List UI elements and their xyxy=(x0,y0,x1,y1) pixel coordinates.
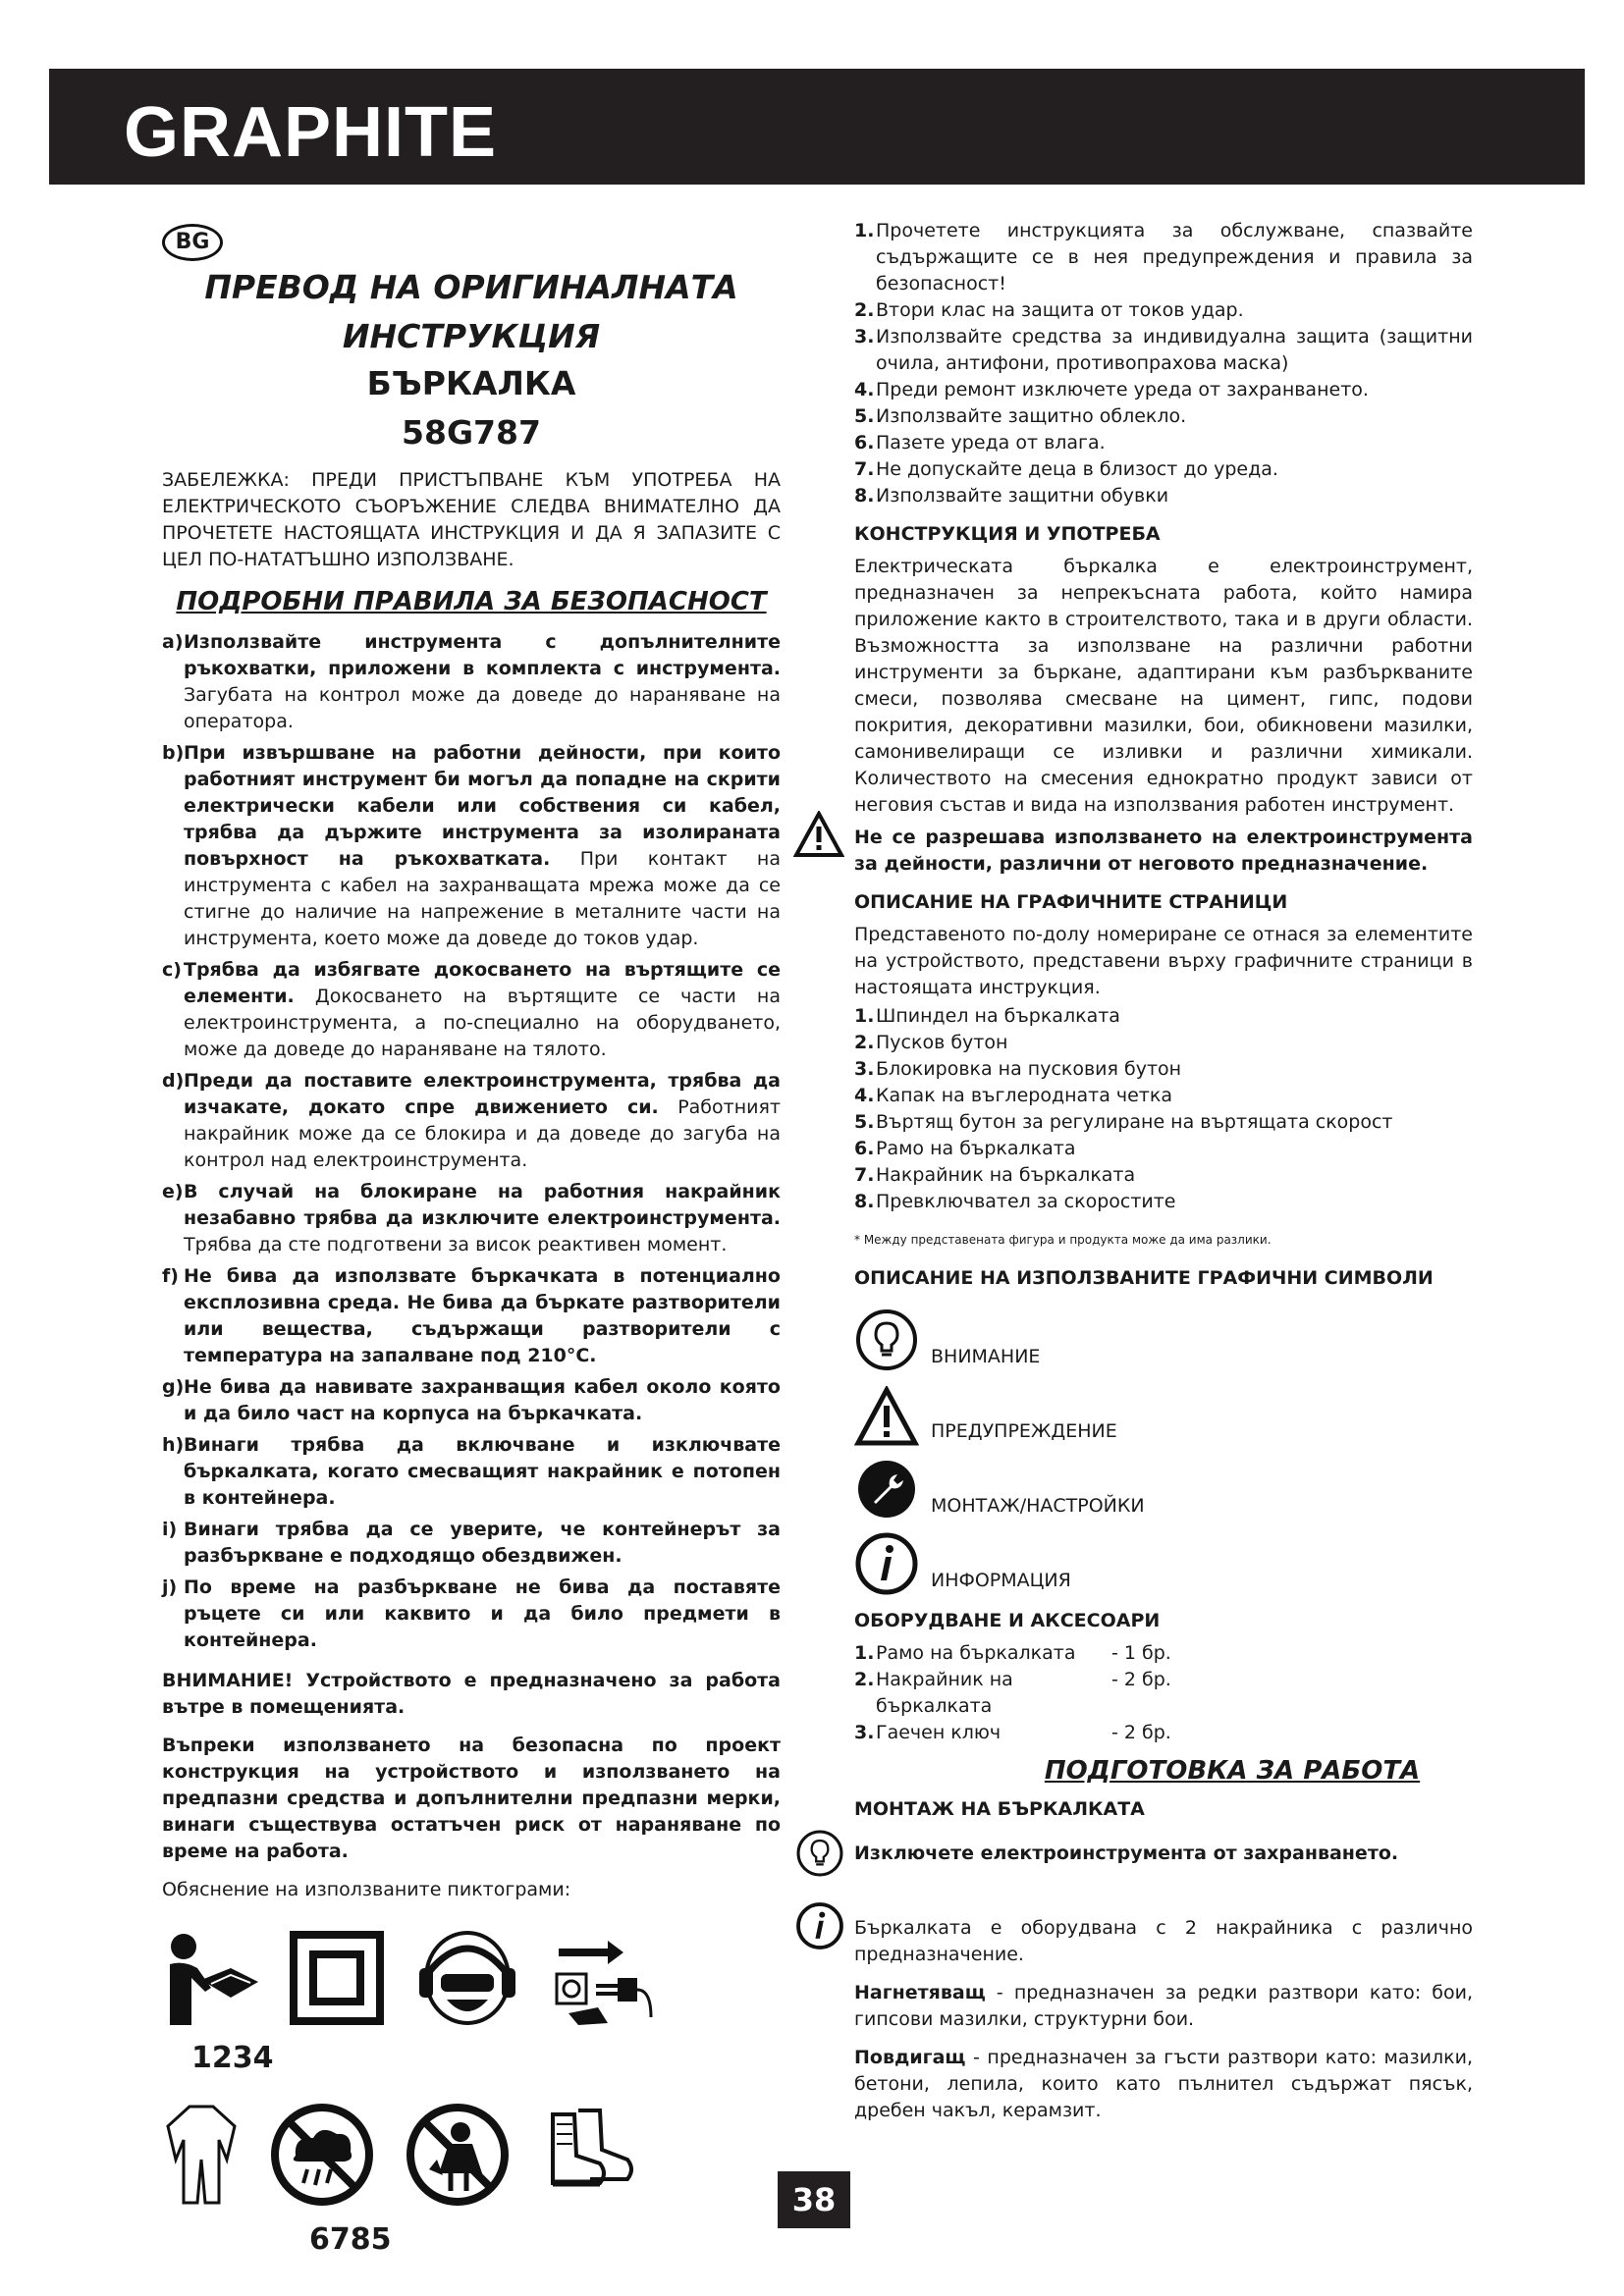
list-item xyxy=(854,456,1473,483)
item-text: Преди ремонт изключете уреда от захранването. xyxy=(876,379,1369,400)
list-item xyxy=(854,1030,1473,1056)
rule-body xyxy=(184,1374,781,1427)
item-text: Гаечен ключ xyxy=(876,1722,1001,1743)
symbol-info xyxy=(854,1522,1473,1596)
safety-rule xyxy=(162,1179,781,1258)
list-item xyxy=(854,1640,1473,1667)
rule-letter: e) xyxy=(162,1181,184,1202)
safety-rule xyxy=(162,957,781,1063)
construction-heading: КОНСТРУКЦИЯ И УПОТРЕБА xyxy=(854,523,1161,545)
rule-body xyxy=(184,1517,781,1570)
symbol-label: ВНИМАНИЕ xyxy=(931,1346,1041,1367)
rule-text: Трябва да сте подготвени за висок реактивен момент. xyxy=(184,1234,728,1255)
item-number: 7. xyxy=(854,1164,875,1186)
item-number: 3. xyxy=(854,1058,875,1080)
left-column xyxy=(162,224,781,2257)
symbol-attention xyxy=(854,1298,1473,1372)
item-number: 1. xyxy=(854,220,875,241)
ear-eye-dust-protection-icon xyxy=(413,1929,521,2027)
preparation-heading: ПОДГОТОВКА ЗА РАБОТА xyxy=(1044,1756,1421,1786)
list-item xyxy=(854,1189,1473,1215)
list-item xyxy=(854,1083,1473,1109)
list-item xyxy=(854,1162,1473,1189)
safety-rule xyxy=(162,1263,781,1369)
rule-bold: В случай на блокиране на работния накрайник незабавно трябва да изключите електроинструмента. xyxy=(184,1181,781,1229)
list-item xyxy=(854,218,1473,297)
no-moisture-icon xyxy=(268,2101,376,2209)
item-text: Шпиндел на бъркалката xyxy=(876,1005,1120,1027)
item-number: 8. xyxy=(854,485,875,507)
rule-letter: a) xyxy=(162,631,184,653)
assembly-info-row xyxy=(795,1901,1473,1980)
item-text: Пазете уреда от влага. xyxy=(876,432,1106,454)
item-text: Накрайник на бъркалката xyxy=(876,1164,1136,1186)
warning-triangle-icon xyxy=(854,1386,919,1447)
symbol-label: ПРЕДУПРЕЖДЕНИЕ xyxy=(931,1420,1117,1442)
item-number: 4. xyxy=(854,1085,875,1106)
item-text: Втори клас на защита от токов удар. xyxy=(876,299,1244,321)
list-item xyxy=(854,324,1473,377)
rule-letter: b) xyxy=(162,742,185,764)
list-item xyxy=(854,1667,1473,1720)
safety-rule xyxy=(162,1575,781,1654)
doc-title-line1: ПРЕВОД НА ОРИГИНАЛНАТА xyxy=(204,268,738,306)
rule-body xyxy=(184,1575,781,1654)
pictogram-intro: Обяснение на използваните пиктограми: xyxy=(162,1879,571,1900)
assembly-info-text: Бъркалката е оборудвана с 2 накрайника с различно предназначение. xyxy=(854,1917,1473,1965)
rule-letter: j) xyxy=(162,1576,178,1598)
warning-triangle-icon xyxy=(793,811,844,858)
item-number: 1. xyxy=(854,1642,875,1664)
safety-rules-list xyxy=(162,629,781,1654)
symbol-assembly xyxy=(854,1447,1473,1522)
assembly-warning-text: Изключете електроинструмента от захранването. xyxy=(854,1842,1399,1864)
item-text: Блокировка на пусковия бутон xyxy=(876,1058,1182,1080)
rule-body xyxy=(184,629,781,735)
safety-rule xyxy=(162,1374,781,1427)
list-item xyxy=(854,1003,1473,1030)
rule-letter: g) xyxy=(162,1376,185,1398)
pictogram-row-1 xyxy=(162,1929,781,2027)
assembly-warning-row xyxy=(795,1829,1473,1878)
page-number: 38 xyxy=(778,2171,850,2228)
symbols-heading: ОПИСАНИЕ НА ИЗПОЛЗВАНИТЕ ГРАФИЧНИ СИМВОЛИ xyxy=(854,1267,1434,1289)
pictogram-number-1: 1234 xyxy=(191,2041,274,2075)
construction-text: Електрическата бъркалка е електроинструмент, предназначен за непрекъсната работа, който намира приложение както в строителството, така и в други области. Възможността за използване на различни работни инструменти за бъркане, адаптирани към разбъркваните смеси, позволява смесване на цимент, гипс, подови покрития, декоративни мазилки, бои, обикновени мазилки, самонивелиращи се изливки и различни химикали. Количеството на смесения еднократно продукт зависи от неговия състав и вида на използвания работен инструмент. xyxy=(854,556,1473,816)
rule-text: Докосването на въртящите се части на електроинструмента, а по-специално на оборудването, може да доведе до нараняване на тялото. xyxy=(184,986,781,1060)
rule-bold: Не бива да използвате бъркачката в потенциално експлозивна среда. Не бива да бъркате разтворители или вещества, съдържащи разтворители с температура на запалване под 210°C. xyxy=(184,1265,781,1366)
class-ii-icon xyxy=(288,1929,386,2027)
rule-bold: По време на разбъркване не бива да поставяте ръцете си или каквито и да било предмети в контейнера. xyxy=(184,1576,781,1651)
wrench-icon xyxy=(854,1457,919,1522)
safety-rule xyxy=(162,1517,781,1570)
rule-letter: h) xyxy=(162,1434,185,1456)
tool-1-description xyxy=(854,1980,1473,2033)
info-icon xyxy=(795,1901,844,1950)
rule-body xyxy=(184,957,781,1063)
item-text: Използвайте защитно облекло. xyxy=(876,405,1187,427)
item-number: 8. xyxy=(854,1191,875,1212)
tool-1-name: Нагнетяващ xyxy=(854,1982,986,2003)
item-text: Не допускайте деца в близост до уреда. xyxy=(876,458,1278,480)
model-number: 58G787 xyxy=(402,413,541,452)
item-text: Рамо на бъркалката xyxy=(876,1138,1076,1159)
doc-title-line2: ИНСТРУКЦИЯ xyxy=(342,317,601,355)
rule-bold: Преди да поставите електроинструмента, трябва да изчакате, докато спре движението си. xyxy=(184,1070,781,1118)
pictogram-number-2: 6785 xyxy=(309,2222,392,2257)
parts-list xyxy=(854,1003,1473,1215)
tool-2-text: - предназначен за гъсти разтвори като: мазилки, бетони, лепила, които като пълнител съдържат пясък, дребен чакъл, керамзит. xyxy=(854,2047,1473,2121)
list-item xyxy=(854,1136,1473,1162)
residual-risk-note: Въпреки използването на безопасна по проект конструкция на устройството и използването на предпазни средства и допълнителни предпазни мерки, винаги съществува остатъчен риск от нараняване по време на работа. xyxy=(162,1735,781,1862)
rule-bold: Не бива да навивате захранващия кабел около която и да било част на корпуса на бъркачката. xyxy=(184,1376,781,1424)
item-text: Рамо на бъркалката xyxy=(876,1642,1076,1664)
list-item xyxy=(854,483,1473,509)
rule-bold: Винаги трябва да включване и изключвате бъркалката, когато смесващият накрайник е потопен в контейнера. xyxy=(184,1434,781,1509)
item-text: Превключвател за скоростите xyxy=(876,1191,1176,1212)
rule-bold: Винаги трябва да се уверите, че контейнерът за разбъркване е подходящо обездвижен. xyxy=(184,1519,781,1567)
item-text: Използвайте средства за индивидуална защита (защитни очила, антифони, противопрахова маска) xyxy=(876,326,1473,374)
tool-2-description xyxy=(854,2045,1473,2124)
item-number: 6. xyxy=(854,1138,875,1159)
rule-bold: Използвайте инструмента с допълнителните ръкохватки, приложени в комплекта с инструмента. xyxy=(184,631,781,679)
read-manual-icon xyxy=(162,1929,260,2027)
item-quantity: - 1 бр. xyxy=(1111,1642,1171,1664)
item-text: Въртящ бутон за регулиране на въртящата скорост xyxy=(876,1111,1393,1133)
rule-letter: c) xyxy=(162,959,182,981)
construction-warning: Не се разрешава използването на електроинструмента за дейности, различни от неговото предназначение. xyxy=(854,827,1473,875)
rule-body xyxy=(184,1068,781,1174)
safety-rule xyxy=(162,740,781,952)
item-number: 1. xyxy=(854,1005,875,1027)
list-item xyxy=(854,430,1473,456)
rule-text: При контакт на инструмента с кабел на захранващата мрежа може да се стигне до наличие на напрежение в металните части на инструмента, което може да доведе до токов удар. xyxy=(184,848,781,949)
rule-text: Загубата на контрол може да доведе до нараняване на оператора. xyxy=(184,684,781,732)
right-column xyxy=(854,218,1473,2136)
equipment-heading: ОБОРУДВАНЕ И АКСЕСОАРИ xyxy=(854,1610,1161,1631)
attention-bulb-icon xyxy=(854,1308,919,1372)
safety-heading: ПОДРОБНИ ПРАВИЛА ЗА БЕЗОПАСНОСТ xyxy=(176,587,767,616)
graphic-pages-intro: Представеното по-долу номериране се отнася за елементите на устройството, представени върху графичните страници в настоящата инструкция. xyxy=(854,924,1473,998)
rule-body xyxy=(184,1432,781,1512)
item-text: Пусков бутон xyxy=(876,1032,1008,1053)
rule-letter: d) xyxy=(162,1070,185,1092)
rule-letter: f) xyxy=(162,1265,179,1287)
keep-children-away-icon xyxy=(404,2101,512,2209)
symbol-warning xyxy=(854,1372,1473,1447)
parts-note: * Между представената фигура и продукта може да има разлики. xyxy=(854,1233,1272,1247)
note-paragraph: ЗАБЕЛЕЖКА: ПРЕДИ ПРИСТЪПВАНЕ КЪМ УПОТРЕБА НА ЕЛЕКТРИЧЕСКОТО СЪОРЪЖЕНИЕ СЛЕДВА ВНИМАТЕЛНО ДА ПРОЧЕТЕТЕ НАСТОЯЩАТА ИНСТРУКЦИЯ И ДА Я ЗАПАЗИТЕ С ЦЕЛ ПО-НАТАТЪШНО ИЗПОЛЗВАНЕ. xyxy=(162,469,781,570)
attention-bulb-icon xyxy=(795,1829,844,1878)
item-text: Накрайник на бъркалката xyxy=(876,1669,1013,1717)
tool-2-name: Повдигащ xyxy=(854,2047,966,2068)
symbol-label: ИНФОРМАЦИЯ xyxy=(931,1570,1071,1591)
rule-bold: Трябва да избягвате докосването на въртящите се елементи. xyxy=(184,959,781,1007)
item-quantity: - 2 бр. xyxy=(1111,1669,1171,1690)
item-number: 7. xyxy=(854,458,875,480)
list-item xyxy=(854,1109,1473,1136)
item-number: 3. xyxy=(854,326,875,347)
item-number: 6. xyxy=(854,432,875,454)
item-number: 2. xyxy=(854,299,875,321)
product-name: БЪРКАЛКА xyxy=(366,364,576,402)
rule-body xyxy=(184,1263,781,1369)
list-item xyxy=(854,403,1473,430)
list-item xyxy=(854,297,1473,324)
item-number: 3. xyxy=(854,1722,875,1743)
unplug-icon xyxy=(549,1929,657,2027)
item-number: 2. xyxy=(854,1669,875,1690)
symbols-list xyxy=(854,1298,1473,1596)
item-number: 5. xyxy=(854,405,875,427)
pictogram-list xyxy=(854,218,1473,509)
attention-note: ВНИМАНИЕ! Устройството е предназначено за работа вътре в помещенията. xyxy=(162,1670,781,1718)
rule-bold: При извършване на работни дейности, при които работният инструмент би могъл да попадне на скрити електрически кабели или собствения си кабел, трябва да държите инструмента за изолираната повърхност на ръкохватката. xyxy=(184,742,781,870)
tool-1-text: - предназначен за редки разтвори като: бои, гипсови мазилки, структурни бои. xyxy=(854,1982,1473,2030)
item-text: Използвайте защитни обувки xyxy=(876,485,1169,507)
pictogram-row-2 xyxy=(162,2101,781,2209)
rule-body xyxy=(184,740,781,952)
equipment-list xyxy=(854,1640,1473,1746)
info-icon xyxy=(854,1531,919,1596)
rule-body xyxy=(184,1179,781,1258)
rule-letter: i) xyxy=(162,1519,178,1540)
item-number: 4. xyxy=(854,379,875,400)
rule-text: Работният накрайник може да се блокира и да доведе до загуба на контрол над електроинструмента. xyxy=(184,1096,781,1171)
item-number: 2. xyxy=(854,1032,875,1053)
safety-rule xyxy=(162,629,781,735)
symbol-label: МОНТАЖ/НАСТРОЙКИ xyxy=(931,1495,1145,1517)
list-item xyxy=(854,1720,1473,1746)
graphic-pages-heading: ОПИСАНИЕ НА ГРАФИЧНИТЕ СТРАНИЦИ xyxy=(854,891,1288,913)
list-item xyxy=(854,1056,1473,1083)
language-badge: BG xyxy=(162,224,223,261)
assembly-heading: МОНТАЖ НА БЪРКАЛКАТА xyxy=(854,1798,1145,1820)
item-quantity: - 2 бр. xyxy=(1111,1722,1171,1743)
safety-boots-icon xyxy=(539,2101,647,2199)
protective-clothing-icon xyxy=(162,2101,241,2209)
safety-rule xyxy=(162,1068,781,1174)
list-item xyxy=(854,377,1473,403)
brand-logo: GRAPHITE xyxy=(124,93,498,172)
item-text: Прочетете инструкцията за обслужване, спазвайте съдържащите се в нея предупреждения и правила за безопасност! xyxy=(876,220,1473,294)
item-text: Капак на въглеродната четка xyxy=(876,1085,1172,1106)
safety-rule xyxy=(162,1432,781,1512)
item-number: 5. xyxy=(854,1111,875,1133)
